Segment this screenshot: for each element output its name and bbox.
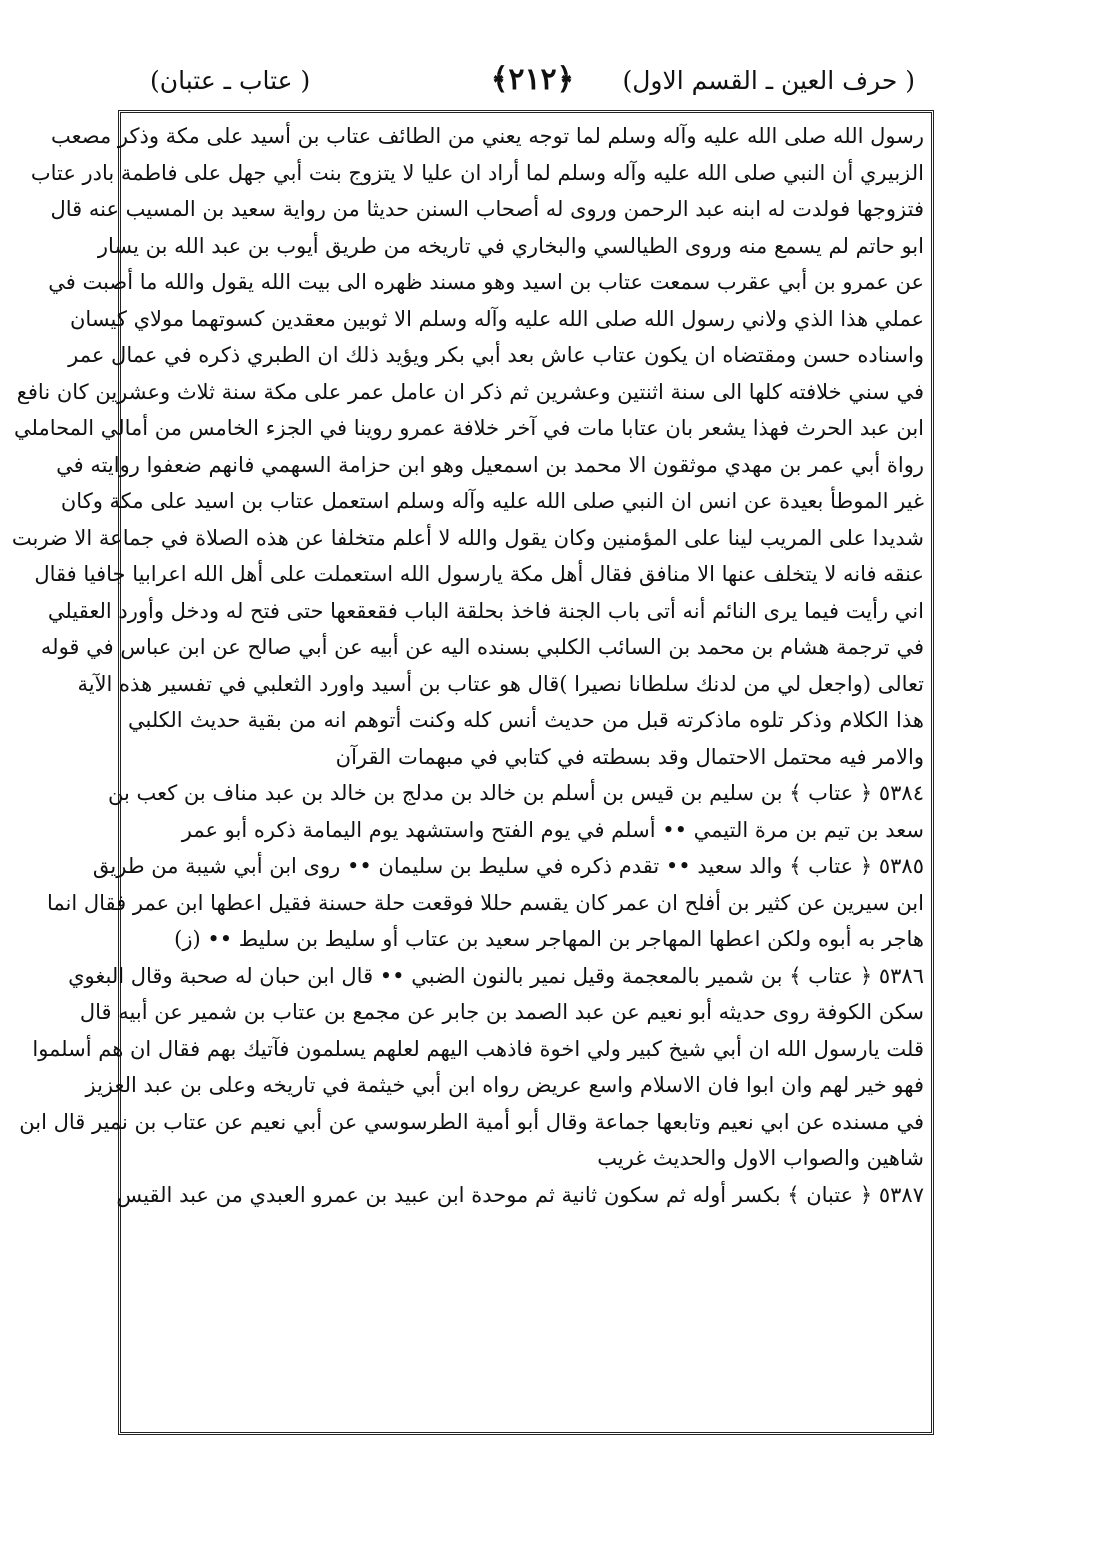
text-line: قلت يارسول الله ان أبي شيخ كبير ولي اخوة فاذهب اليهم لعلهم يسلمون فآتيك بهم فقال ان هم أسلموا [32,1036,924,1061]
text-line: تعالى (واجعل لي من لدنك سلطانا نصيرا )قال هو عتاب بن أسيد واورد الثعلبي في تفسير هذه الآية [77,671,924,696]
entry-5384-line: ٥٣٨٤ ﴿ عتاب ﴾ بن سليم بن قيس بن أسلم بن خالد بن مدلج بن خالد بن عبد مناف بن كعب بن [107,781,924,805]
text-line: رسول الله صلى الله عليه وآله وسلم لما توجه يعني من الطائف عتاب بن أسيد على مكة وذكر مصعب [51,124,924,148]
text-line: عن عمرو بن أبي عقرب سمعت عتاب بن اسيد وهو مسند ظهره الى بيت الله يقول والله ما أصبت في [48,270,924,294]
entry-5387-line: ٥٣٨٧ ﴿ عتبان ﴾ بكسر أوله ثم سكون ثانية ثم موحدة ابن عبيد بن عمرو العبدي من عبد القيس [116,1182,924,1207]
page-header [150,60,915,104]
body-text [11,118,924,1213]
text-line: عنقه فانه لا يتخلف عنها الا منافق فقال أهل مكة يارسول الله استعملت على أهل الله اعرابيا جافيا فقال [34,562,924,586]
text-line: سكن الكوفة روى حديثه أبو نعيم عن عبد الصمد بن جابر عن مجمع بن عتاب بن شمير عن أبيه قال [79,1000,924,1024]
text-line: في ترجمة هشام بن محمد بن السائب الكلبي بسنده اليه عن أبيه عن أبي صالح عن ابن عباس في قوله [40,635,924,659]
entry-5386-line: ٥٣٨٦ ﴿ عتاب ﴾ بن شمير بالمعجمة وقيل نمير بالنون الضبي •• قال ابن حبان له صحبة وقال البغوي [68,963,924,988]
text-line: شديدا على المريب لينا على المؤمنين وكان يقول والله لا أعلم متخلفا عن هذه الصلاة في جماعة الا ضربت [11,525,924,550]
text-line: سعد بن تيم بن مرة التيمي •• أسلم في يوم الفتح واستشهد يوم اليمامة ذكره أبو عمر [181,817,924,842]
entry-5385-line: ٥٣٨٥ ﴿ عتاب ﴾ والد سعيد •• تقدم ذكره في سليط بن سليمان •• روى ابن أبي شيبة من طريق [92,854,924,878]
text-line: عملي هذا الذي ولاني رسول الله صلى الله عليه وآله وسلم الا ثوبين معقدين كسوتهما مولاي كيسان [70,306,924,331]
text-line: رواة أبي عمر بن مهدي موثقون الا محمد بن اسمعيل وهو ابن حزامة السهمي فانهم ضعفوا روايته في [56,452,924,477]
text-line: فتزوجها فولدت له ابنه عبد الرحمن وروى له أصحاب السنن حديثا من رواية سعيد بن المسيب عنه قال [50,197,924,221]
text-line: في مسنده عن ابي نعيم وتابعها جماعة وقال أبو أمية الطرسوسي عن أبي نعيم عن عتاب بن نمير قال ابن [19,1109,924,1134]
text-line: فهو خير لهم وان ابوا فان الاسلام واسع عريض رواه ابن أبي خيثمة في تاريخه وعلى بن عبد العزيز [85,1073,924,1097]
section-title: ( حرف العين ـ القسم الاول) [622,66,915,95]
text-line: غير الموطأ بعيدة عن انس ان النبي صلى الله عليه وآله وسلم استعمل عتاب بن اسيد على مكة وكان [60,489,924,513]
text-line: هذا الكلام وذكر تلوه ماذكرته قبل من حديث أنس كله وكنت أتوهم انه من بقية حديث الكلبي [128,708,924,732]
text-line: واسناده حسن ومقتضاه ان يكون عتاب عاش بعد أبي بكر ويؤيد ذلك ان الطبري ذكره في عمال عمر [68,343,924,367]
text-line: الزبيري أن النبي صلى الله عليه وآله وسلم لما أراد ان عليا لا يتزوج بنت أبي جهل على فاطمة بادر عتاب [30,160,924,185]
page-number: ﴿٢١٢﴾ [490,62,575,97]
text-line: ابن عبد الحرث فهذا يشعر بان عتابا مات في آخر خلافة عمرو روينا في الجزء الخامس من أمالي المحاملي [14,416,924,440]
text-line: في سني خلافته كلها الى سنة اثنتين وعشرين ثم ذكر ان عامل عمر على مكة سنة ثلاث وعشرين كان نافع [16,379,924,404]
text-line: شاهين والصواب الاول والحديث غريب [597,1146,924,1170]
text-line: ابن سيرين عن كثير بن أفلح ان عمر كان يقسم حللا فوقعت حلة حسنة فقيل اعطها ابن عمر فقال انما [46,890,924,915]
text-line: ابو حاتم لم يسمع منه وروى الطيالسي والبخاري في تاريخه من طريق أيوب بن عبد الله بن يسار [97,233,924,258]
text-line: هاجر به أبوه ولكن اعطها المهاجر بن المهاجر سعيد بن عتاب أو سليط بن سليط •• (ز) [174,927,924,951]
text-line: والامر فيه محتمل الاحتمال وقد بسطته في كتابي في مبهمات القرآن [335,744,924,769]
text-line: اني رأيت فيما يرى النائم أنه أتى باب الجنة فاخذ بحلقة الباب فقعقعها حتى فتح له ودخل وأورد العقيلي [47,598,924,623]
entry-range-title: ( عتاب ـ عتبان) [150,66,311,95]
